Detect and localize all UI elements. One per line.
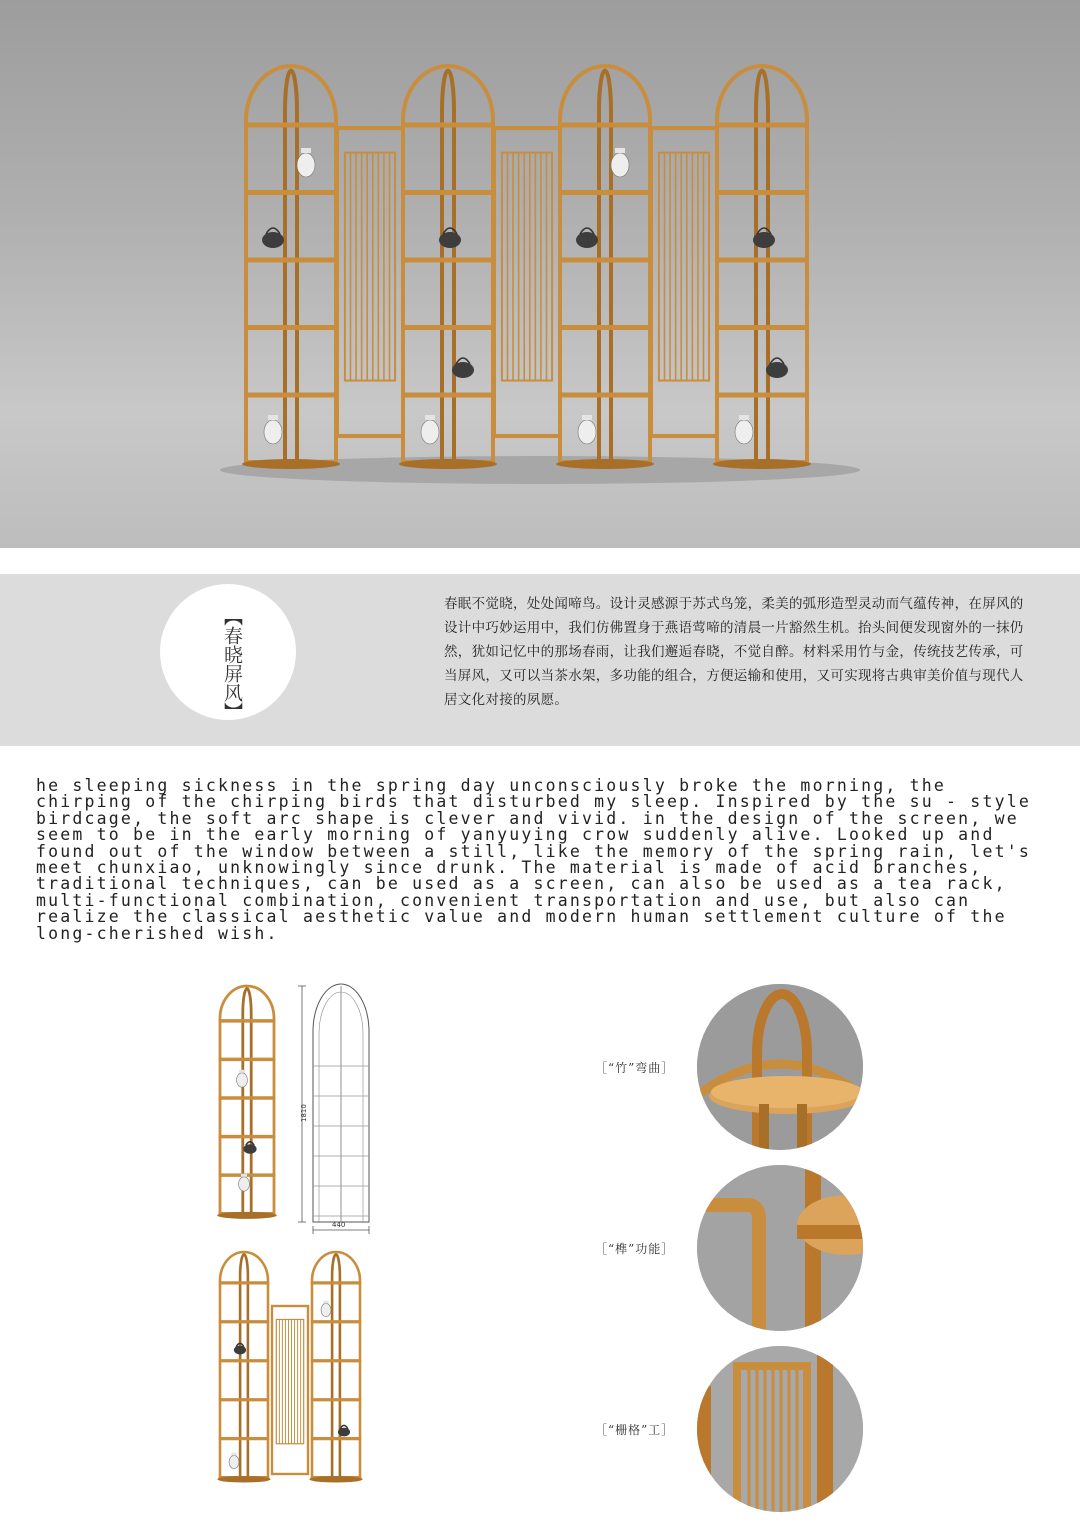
detail-label-bamboo-bending: ［“竹”弯曲］	[595, 1061, 675, 1075]
detail-label-lattice-craft: ［“栅格”工］	[595, 1423, 675, 1437]
detail-image-lattice-craft	[697, 1346, 863, 1512]
combination-unit-render	[214, 1250, 374, 1490]
hero-render	[0, 0, 1080, 548]
description-chinese: 春眠不觉晓，处处闻啼鸟。设计灵感源于苏式鸟笼，柔美的弧形造型灵动而气蕴传神，在屏风的设计中巧妙运用中，我们仿佛置身于燕语莺啼的清晨一片豁然生机。抬头间便发现窗外的一抹仍然，犹如记忆中的那场春雨，让我们邂逅春晓，不觉自醉。材料采用竹与金，传统技艺传承，可当屏风，又可以当茶水架，多功能的组合，方便运输和使用，又可实现将古典审美价值与现代人居文化对接的夙愿。	[444, 596, 1024, 708]
single-unit-render	[214, 984, 284, 1226]
dimension-width-label	[330, 1219, 360, 1229]
dimension-height-label	[296, 1090, 310, 1130]
svg-text:1810: 1810	[300, 1104, 308, 1122]
product-title: 【春晓屏风】	[221, 607, 243, 721]
detail-image-mortise-function	[697, 1165, 863, 1331]
svg-text:440: 440	[332, 1221, 346, 1229]
detail-label-mortise-function: ［“榫”功能］	[595, 1242, 675, 1256]
description-english: he sleeping sickness in the spring day unconsciously broke the morning, the chirping of the chirping birds that disturbed my sleep. Inspired by the su - style birdcage, the soft arc shape is clever and vivid. in the design of the screen, we seem to be in the early morning of yanyuying crow suddenly alive. Looked up and found out of the window between a still, like the memory of the spring rain, let's meet chunxiao, unknowingly since drunk. The material is made of acid branches, traditional techniques, can be used as a screen, can also be used as a tea rack, multi-functional combination, convenient transportation and use, but also can realize the classical aesthetic value and modern human settlement culture of the long-cherished wish.	[36, 776, 1031, 943]
screen-illustration	[0, 0, 1080, 548]
detail-image-bamboo-bending	[697, 984, 863, 1150]
